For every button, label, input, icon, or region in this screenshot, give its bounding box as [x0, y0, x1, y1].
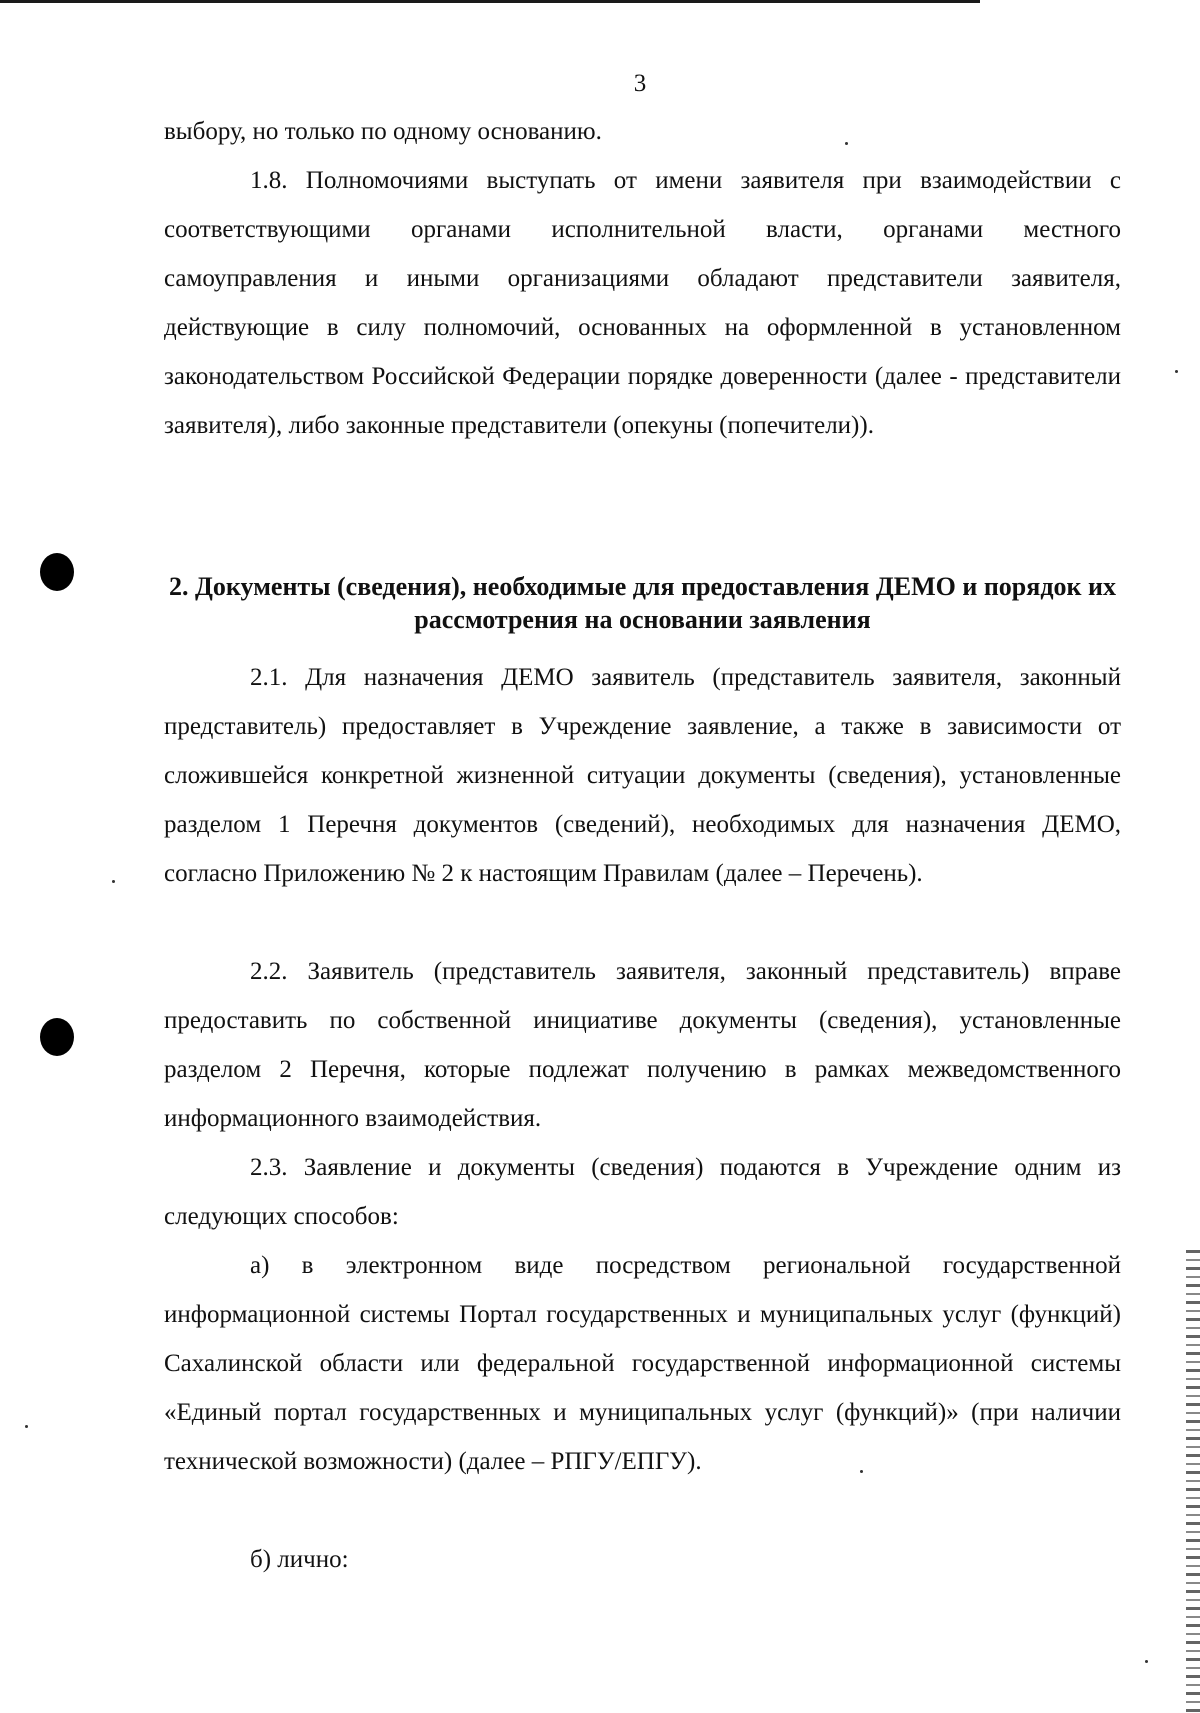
- paragraph-2-2: 2.2. Заявитель (представитель заявителя, законный представитель) вправе предоставить по собственной инициативе документы (сведения), установленные разделом 2 Перечня, которые подлежат получению в рамках межведомственного информационного взаимодействия.: [164, 958, 1121, 1132]
- paragraph-item-b: б) лично:: [250, 1546, 349, 1573]
- top-edge-rule: [0, 0, 980, 3]
- scan-speck: [1175, 370, 1178, 373]
- punch-hole-bottom: [40, 1018, 74, 1056]
- scan-edge-artifact: [1186, 1250, 1200, 1713]
- page-number: 3: [633, 70, 647, 97]
- paragraph-continuation: выбору, но только по одному основанию.: [164, 118, 602, 145]
- paragraph-2-3: 2.3. Заявление и документы (сведения) подаются в Учреждение одним из следующих способов:: [164, 1154, 1121, 1230]
- paragraph-1-8: 1.8. Полномочиями выступать от имени заявителя при взаимодействии с соответствующими органами исполнительной власти, органами местного самоуправления и иными организациями обладают представители заявителя, действующие в силу полномочий, основанных на оформленной в установленном законодательством Российской Федерации порядке доверенности (далее - представители заявителя), либо законные представители (опекуны (попечители)).: [164, 167, 1121, 439]
- scan-speck: [1145, 1660, 1148, 1663]
- paragraph-item-a: а) в электронном виде посредством региональной государственной информационной системы Портал государственных и муниципальных услуг (функций) Сахалинской области или федеральной государственной информационной системы «Единый портал государственных и муниципальных услуг (функций)» (при наличии технической возможности) (далее – РПГУ/ЕПГУ).: [164, 1252, 1121, 1475]
- paragraph-2-1: 2.1. Для назначения ДЕМО заявитель (представитель заявителя, законный представитель) предоставляет в Учреждение заявление, а также в зависимости от сложившейся конкретной жизненной ситуации документы (сведения), установленные разделом 1 Перечня документов (сведений), необходимых для назначения ДЕМО, согласно Приложению № 2 к настоящим Правилам (далее – Перечень).: [164, 664, 1121, 887]
- scan-speck: [25, 1425, 28, 1428]
- punch-hole-top: [40, 553, 74, 591]
- scan-speck: [112, 880, 115, 883]
- section-heading: 2. Документы (сведения), необходимые для предоставления ДЕМО и порядок их рассмотрения на основании заявления: [169, 572, 1116, 634]
